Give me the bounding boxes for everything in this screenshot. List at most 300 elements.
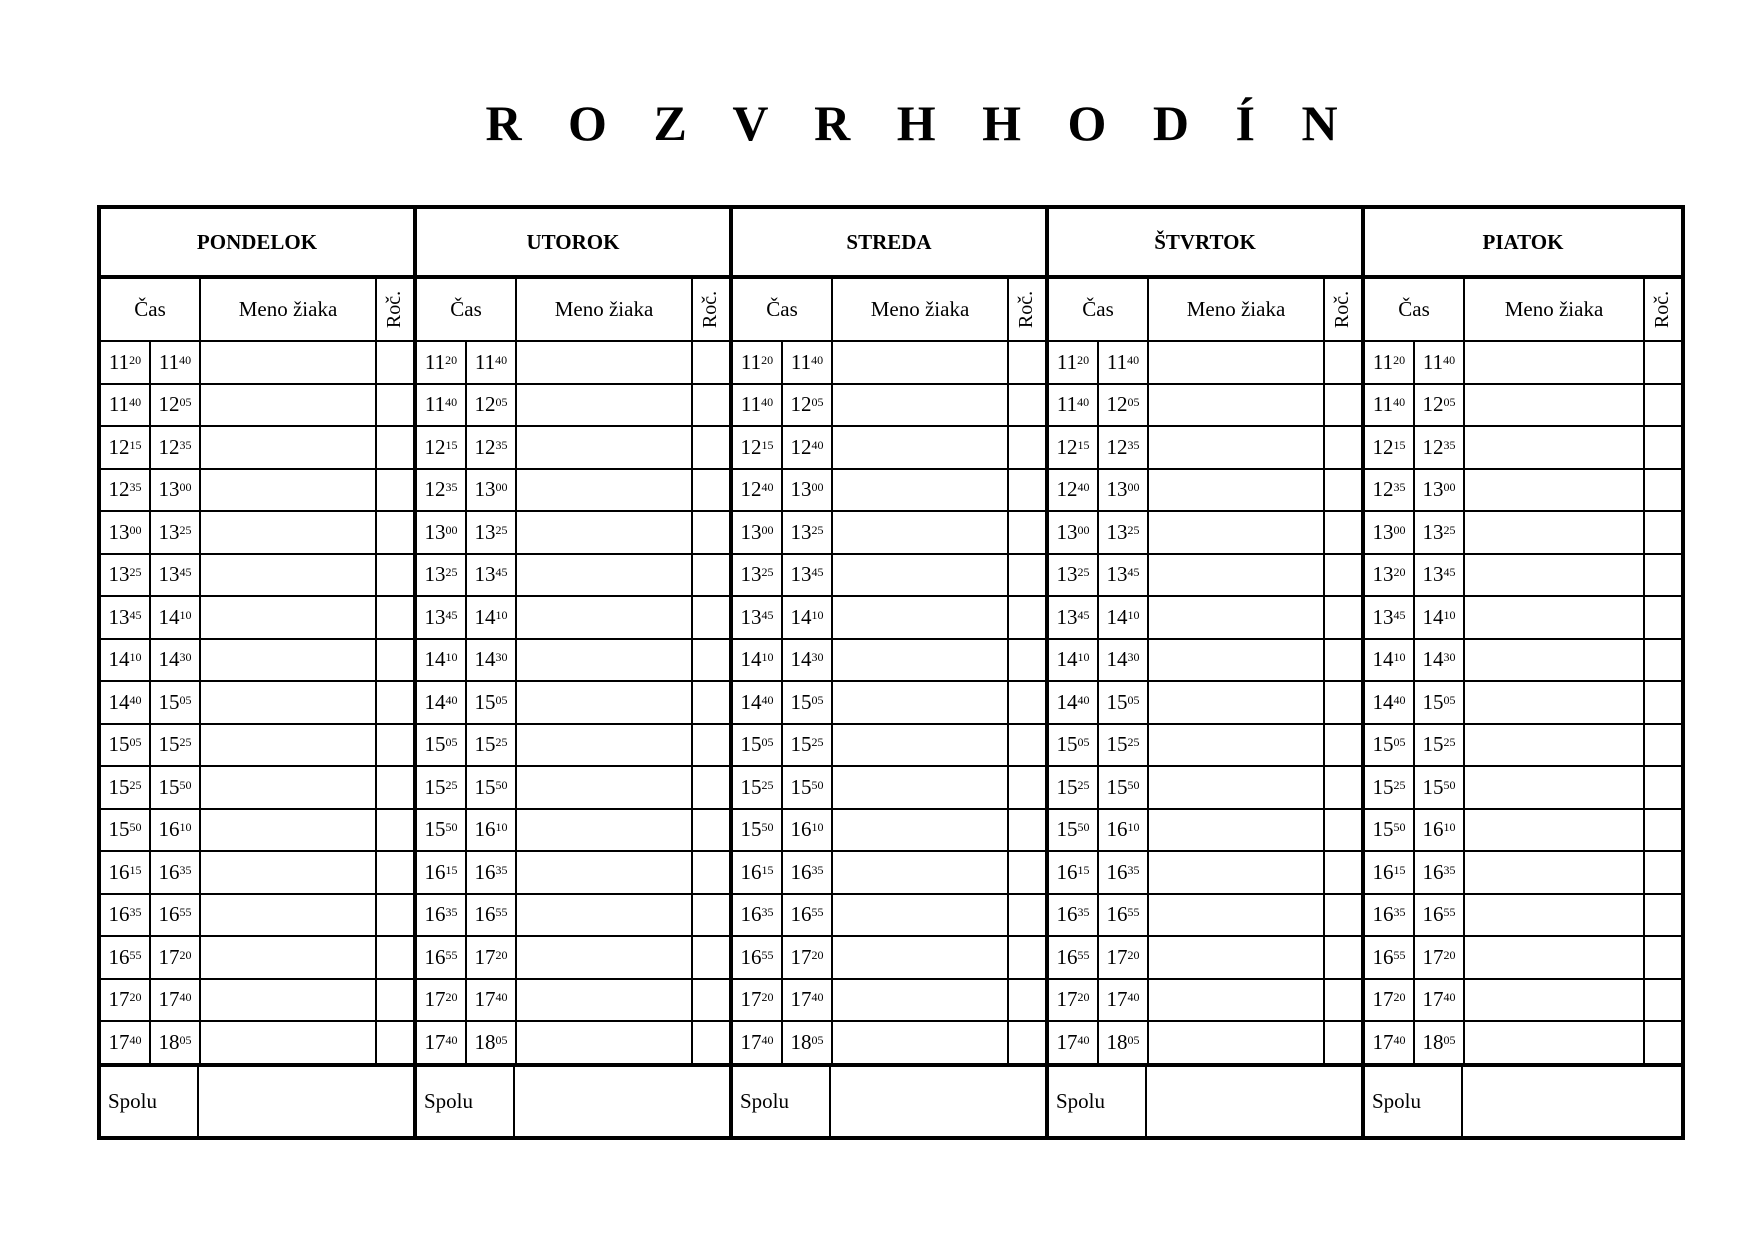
year-cell[interactable]	[1645, 470, 1681, 511]
year-cell[interactable]	[377, 427, 413, 468]
year-cell[interactable]	[1645, 512, 1681, 553]
student-name-cell[interactable]	[1465, 895, 1645, 936]
start-hour: 16	[1372, 902, 1394, 927]
year-cell[interactable]	[693, 810, 729, 851]
year-cell[interactable]	[1645, 895, 1681, 936]
year-cell[interactable]	[693, 682, 729, 723]
year-cell[interactable]	[1009, 682, 1045, 723]
start-hour: 11	[108, 349, 130, 374]
end-time	[1415, 385, 1463, 426]
year-cell[interactable]	[1325, 980, 1361, 1021]
student-name-cell[interactable]	[517, 852, 693, 893]
year-cell[interactable]	[1645, 555, 1681, 596]
student-name-cell[interactable]	[833, 1022, 1009, 1063]
start-minute: 20	[761, 990, 774, 1005]
start-hour: 17	[740, 1029, 762, 1054]
start-minute: 25	[445, 565, 458, 580]
end-minute: 55	[811, 905, 824, 920]
time-slot-row	[1049, 937, 1361, 980]
year-cell[interactable]	[693, 555, 729, 596]
end-minute: 25	[1443, 522, 1456, 537]
time-cell	[733, 725, 833, 766]
end-minute: 35	[1443, 437, 1456, 452]
time-slot-row	[1365, 810, 1681, 853]
end-time	[467, 640, 515, 681]
time-cell	[733, 640, 833, 681]
year-cell[interactable]	[693, 937, 729, 978]
start-minute: 45	[761, 607, 774, 622]
student-name-cell[interactable]	[1149, 725, 1325, 766]
student-name-cell[interactable]	[1465, 1022, 1645, 1063]
end-minute: 20	[495, 947, 508, 962]
end-hour: 14	[790, 647, 812, 672]
student-name-cell[interactable]	[1465, 512, 1645, 553]
end-time	[1099, 597, 1147, 638]
year-cell[interactable]	[1645, 597, 1681, 638]
year-cell[interactable]	[1009, 937, 1045, 978]
end-hour: 17	[790, 944, 812, 969]
end-time	[467, 725, 515, 766]
student-name-cell[interactable]	[517, 512, 693, 553]
student-name-cell[interactable]	[201, 767, 377, 808]
student-name-cell[interactable]	[1465, 342, 1645, 383]
time-cell	[101, 895, 201, 936]
year-cell[interactable]	[377, 725, 413, 766]
student-name-cell[interactable]	[833, 895, 1009, 936]
student-name-cell[interactable]	[833, 385, 1009, 426]
year-cell[interactable]	[1009, 385, 1045, 426]
year-cell[interactable]	[377, 980, 413, 1021]
end-minute: 10	[1127, 607, 1140, 622]
student-name-cell[interactable]	[517, 725, 693, 766]
start-time	[1049, 980, 1099, 1021]
student-name-cell[interactable]	[833, 937, 1009, 978]
year-cell[interactable]	[693, 1022, 729, 1063]
year-cell[interactable]	[377, 640, 413, 681]
end-time	[467, 937, 515, 978]
student-name-cell[interactable]	[201, 342, 377, 383]
start-hour: 15	[1056, 774, 1078, 799]
year-cell[interactable]	[377, 937, 413, 978]
start-hour: 12	[424, 434, 446, 459]
end-minute: 00	[179, 480, 192, 495]
time-cell	[1365, 895, 1465, 936]
start-minute: 40	[1077, 480, 1090, 495]
year-cell[interactable]	[1325, 937, 1361, 978]
student-name-cell[interactable]	[201, 725, 377, 766]
year-cell[interactable]	[377, 810, 413, 851]
time-cell	[417, 895, 517, 936]
year-cell[interactable]	[1325, 810, 1361, 851]
student-name-cell[interactable]	[517, 1022, 693, 1063]
student-name-cell[interactable]	[1465, 385, 1645, 426]
student-name-cell[interactable]	[201, 640, 377, 681]
start-hour: 15	[1056, 732, 1078, 757]
year-cell[interactable]	[1645, 810, 1681, 851]
end-minute: 40	[1443, 352, 1456, 367]
total-value-cell[interactable]	[1463, 1067, 1681, 1137]
start-hour: 11	[1372, 349, 1394, 374]
time-slot-row	[1365, 725, 1681, 768]
student-name-cell[interactable]	[201, 980, 377, 1021]
time-header: Čas	[101, 279, 201, 340]
year-cell[interactable]	[1645, 937, 1681, 978]
end-hour: 16	[790, 817, 812, 842]
year-cell[interactable]	[693, 342, 729, 383]
year-cell[interactable]	[1645, 682, 1681, 723]
year-cell[interactable]	[693, 427, 729, 468]
year-cell[interactable]	[1009, 342, 1045, 383]
year-cell[interactable]	[1325, 682, 1361, 723]
time-cell	[1365, 810, 1465, 851]
student-name-cell[interactable]	[833, 980, 1009, 1021]
year-cell[interactable]	[377, 852, 413, 893]
student-name-cell[interactable]	[1149, 767, 1325, 808]
total-row	[1049, 1067, 1361, 1137]
student-name-cell[interactable]	[1149, 385, 1325, 426]
year-cell[interactable]	[1009, 470, 1045, 511]
year-cell[interactable]	[1645, 342, 1681, 383]
year-cell[interactable]	[693, 852, 729, 893]
total-value-cell[interactable]	[831, 1067, 1045, 1137]
start-hour: 13	[1056, 604, 1078, 629]
year-cell[interactable]	[693, 385, 729, 426]
time-cell	[1049, 597, 1149, 638]
start-time	[101, 810, 151, 851]
year-cell[interactable]	[1009, 852, 1045, 893]
end-hour: 12	[790, 434, 812, 459]
year-cell[interactable]	[1645, 1022, 1681, 1063]
student-name-cell[interactable]	[201, 427, 377, 468]
time-cell	[101, 640, 201, 681]
year-cell[interactable]	[377, 895, 413, 936]
time-slot-row	[1365, 597, 1681, 640]
time-cell	[733, 512, 833, 553]
year-cell[interactable]	[693, 640, 729, 681]
year-cell[interactable]	[1325, 597, 1361, 638]
end-time	[467, 555, 515, 596]
student-name-cell[interactable]	[201, 810, 377, 851]
year-cell[interactable]	[1645, 767, 1681, 808]
year-cell[interactable]	[1009, 640, 1045, 681]
student-name-cell[interactable]	[1149, 810, 1325, 851]
student-name-cell[interactable]	[833, 682, 1009, 723]
end-time	[783, 342, 831, 383]
start-hour: 17	[424, 1029, 446, 1054]
year-cell[interactable]	[1325, 470, 1361, 511]
student-name-cell[interactable]	[517, 427, 693, 468]
start-time	[101, 342, 151, 383]
year-cell[interactable]	[1645, 980, 1681, 1021]
start-time	[417, 385, 467, 426]
year-cell[interactable]	[693, 597, 729, 638]
end-minute: 45	[811, 565, 824, 580]
student-name-cell[interactable]	[201, 852, 377, 893]
student-name-cell[interactable]	[201, 895, 377, 936]
student-name-cell[interactable]	[833, 767, 1009, 808]
end-minute: 05	[1443, 692, 1456, 707]
year-cell[interactable]	[693, 980, 729, 1021]
student-name-cell[interactable]	[1465, 767, 1645, 808]
start-hour: 12	[1056, 477, 1078, 502]
start-hour: 12	[1056, 434, 1078, 459]
student-name-cell[interactable]	[1149, 555, 1325, 596]
end-hour: 12	[474, 434, 496, 459]
student-name-cell[interactable]	[1149, 512, 1325, 553]
start-time	[1049, 640, 1099, 681]
year-cell[interactable]	[377, 512, 413, 553]
student-name-cell[interactable]	[1465, 470, 1645, 511]
year-cell[interactable]	[693, 767, 729, 808]
start-time	[417, 342, 467, 383]
year-cell[interactable]	[1325, 342, 1361, 383]
end-minute: 45	[179, 565, 192, 580]
student-name-cell[interactable]	[517, 980, 693, 1021]
student-name-cell[interactable]	[517, 385, 693, 426]
start-minute: 15	[1393, 862, 1406, 877]
time-cell	[733, 980, 833, 1021]
student-name-cell[interactable]	[517, 937, 693, 978]
student-name-cell[interactable]	[201, 555, 377, 596]
student-name-cell[interactable]	[1465, 427, 1645, 468]
end-hour: 16	[1106, 817, 1128, 842]
year-cell[interactable]	[1009, 895, 1045, 936]
end-time	[151, 810, 199, 851]
end-minute: 10	[495, 607, 508, 622]
student-name-cell[interactable]	[1149, 470, 1325, 511]
time-cell	[1365, 597, 1465, 638]
year-cell[interactable]	[1009, 980, 1045, 1021]
student-name-cell[interactable]	[1149, 342, 1325, 383]
start-minute: 35	[761, 905, 774, 920]
student-name-cell[interactable]	[1149, 427, 1325, 468]
student-name-cell[interactable]	[517, 640, 693, 681]
start-hour: 12	[108, 477, 130, 502]
student-name-cell[interactable]	[1465, 980, 1645, 1021]
start-hour: 15	[1372, 732, 1394, 757]
year-cell[interactable]	[1009, 725, 1045, 766]
end-hour: 15	[790, 732, 812, 757]
year-cell[interactable]	[377, 767, 413, 808]
student-name-cell[interactable]	[1149, 980, 1325, 1021]
student-name-cell[interactable]	[1149, 937, 1325, 978]
year-cell[interactable]	[1009, 1022, 1045, 1063]
year-cell[interactable]	[377, 385, 413, 426]
end-hour: 12	[158, 392, 180, 417]
end-minute: 05	[495, 692, 508, 707]
year-cell[interactable]	[1325, 385, 1361, 426]
year-cell[interactable]	[377, 682, 413, 723]
start-hour: 16	[1056, 859, 1078, 884]
year-cell[interactable]	[377, 342, 413, 383]
end-hour: 14	[1106, 604, 1128, 629]
total-value-cell[interactable]	[1147, 1067, 1361, 1137]
start-hour: 11	[424, 392, 446, 417]
end-time	[1415, 640, 1463, 681]
student-name-cell[interactable]	[517, 597, 693, 638]
end-minute: 25	[811, 735, 824, 750]
end-hour: 18	[474, 1029, 496, 1054]
year-cell[interactable]	[377, 597, 413, 638]
start-minute: 55	[1077, 947, 1090, 962]
student-name-cell[interactable]	[1465, 810, 1645, 851]
start-minute: 40	[129, 1032, 142, 1047]
student-name-cell[interactable]	[517, 895, 693, 936]
total-value-cell[interactable]	[515, 1067, 729, 1137]
year-cell[interactable]	[1325, 1022, 1361, 1063]
start-time	[1049, 512, 1099, 553]
time-cell	[417, 767, 517, 808]
end-hour: 17	[790, 987, 812, 1012]
student-name-cell[interactable]	[201, 682, 377, 723]
student-name-cell[interactable]	[833, 640, 1009, 681]
year-cell[interactable]	[1325, 512, 1361, 553]
student-name-cell[interactable]	[1149, 640, 1325, 681]
start-minute: 40	[445, 1032, 458, 1047]
year-cell[interactable]	[1009, 810, 1045, 851]
year-cell[interactable]	[1009, 555, 1045, 596]
total-value-cell[interactable]	[199, 1067, 413, 1137]
year-cell[interactable]	[693, 512, 729, 553]
end-time	[1099, 512, 1147, 553]
end-hour: 18	[1106, 1029, 1128, 1054]
year-cell[interactable]	[1325, 895, 1361, 936]
start-minute: 35	[1393, 905, 1406, 920]
year-cell[interactable]	[693, 725, 729, 766]
student-name-cell[interactable]	[517, 682, 693, 723]
time-cell	[101, 427, 201, 468]
start-time	[1365, 810, 1415, 851]
end-hour: 16	[158, 817, 180, 842]
start-time	[1365, 937, 1415, 978]
student-name-cell[interactable]	[1465, 682, 1645, 723]
start-hour: 12	[1372, 434, 1394, 459]
start-hour: 16	[1056, 944, 1078, 969]
start-time	[733, 470, 783, 511]
time-cell	[733, 767, 833, 808]
student-name-cell[interactable]	[201, 1022, 377, 1063]
year-cell[interactable]	[377, 555, 413, 596]
end-minute: 05	[1127, 1032, 1140, 1047]
student-name-cell[interactable]	[833, 470, 1009, 511]
end-time	[1099, 682, 1147, 723]
end-minute: 40	[1127, 352, 1140, 367]
student-name-cell[interactable]	[833, 427, 1009, 468]
student-name-cell[interactable]	[201, 597, 377, 638]
student-name-cell[interactable]	[201, 385, 377, 426]
end-time	[467, 512, 515, 553]
start-minute: 20	[129, 990, 142, 1005]
student-name-cell[interactable]	[1465, 852, 1645, 893]
student-name-cell[interactable]	[1149, 597, 1325, 638]
time-slot-row	[417, 342, 729, 385]
year-cell[interactable]	[1325, 725, 1361, 766]
year-cell[interactable]	[1325, 427, 1361, 468]
student-name-cell[interactable]	[517, 342, 693, 383]
time-cell	[101, 980, 201, 1021]
student-name-cell[interactable]	[517, 555, 693, 596]
student-name-cell[interactable]	[833, 342, 1009, 383]
student-name-cell[interactable]	[1149, 852, 1325, 893]
student-name-cell[interactable]	[517, 470, 693, 511]
start-time	[1049, 385, 1099, 426]
year-cell[interactable]	[1009, 427, 1045, 468]
end-hour: 13	[158, 477, 180, 502]
year-cell[interactable]	[693, 470, 729, 511]
time-slot-row	[101, 682, 413, 725]
student-name-cell[interactable]	[833, 810, 1009, 851]
student-name-cell[interactable]	[1465, 640, 1645, 681]
student-name-cell[interactable]	[1149, 895, 1325, 936]
year-cell[interactable]	[1325, 767, 1361, 808]
time-cell	[417, 937, 517, 978]
time-slot-row	[1365, 342, 1681, 385]
student-name-cell[interactable]	[201, 470, 377, 511]
year-cell[interactable]	[1009, 767, 1045, 808]
start-minute: 15	[1077, 862, 1090, 877]
page-title: R O Z V R H H O D Í N	[485, 95, 1355, 151]
start-hour: 16	[108, 859, 130, 884]
start-minute: 40	[129, 692, 142, 707]
student-name-cell[interactable]	[517, 810, 693, 851]
student-name-cell[interactable]	[201, 937, 377, 978]
time-slot-row	[1049, 895, 1361, 938]
year-cell[interactable]	[1009, 597, 1045, 638]
start-time	[1365, 1022, 1415, 1063]
student-name-cell[interactable]	[833, 852, 1009, 893]
student-name-cell[interactable]	[1465, 597, 1645, 638]
student-name-cell[interactable]	[833, 555, 1009, 596]
end-time	[1099, 767, 1147, 808]
total-label: Spolu	[1049, 1067, 1147, 1137]
student-name-cell[interactable]	[833, 725, 1009, 766]
student-name-cell[interactable]	[1465, 725, 1645, 766]
year-header: Roč.	[1651, 290, 1674, 329]
student-name-cell[interactable]	[833, 597, 1009, 638]
student-name-cell[interactable]	[1149, 1022, 1325, 1063]
student-name-cell[interactable]	[201, 512, 377, 553]
start-hour: 17	[1056, 987, 1078, 1012]
end-hour: 14	[158, 647, 180, 672]
start-minute: 35	[1393, 480, 1406, 495]
year-cell[interactable]	[1325, 852, 1361, 893]
student-name-header: Meno žiaka	[1149, 279, 1325, 340]
time-slot-row	[1365, 1022, 1681, 1067]
year-cell[interactable]	[1325, 640, 1361, 681]
student-name-cell[interactable]	[517, 767, 693, 808]
year-cell[interactable]	[693, 895, 729, 936]
end-hour: 15	[158, 689, 180, 714]
year-cell[interactable]	[1645, 427, 1681, 468]
student-name-cell[interactable]	[833, 512, 1009, 553]
student-name-cell[interactable]	[1465, 937, 1645, 978]
year-cell[interactable]	[377, 1022, 413, 1063]
year-cell[interactable]	[1645, 640, 1681, 681]
year-cell[interactable]	[1645, 852, 1681, 893]
start-time	[417, 682, 467, 723]
year-cell[interactable]	[1645, 385, 1681, 426]
year-cell[interactable]	[1325, 555, 1361, 596]
end-hour: 17	[1422, 944, 1444, 969]
year-cell[interactable]	[1645, 725, 1681, 766]
year-cell[interactable]	[1009, 512, 1045, 553]
student-name-cell[interactable]	[1465, 555, 1645, 596]
student-name-cell[interactable]	[1149, 682, 1325, 723]
end-minute: 55	[1127, 905, 1140, 920]
time-slot-row	[733, 682, 1045, 725]
end-time	[783, 895, 831, 936]
year-cell[interactable]	[377, 470, 413, 511]
